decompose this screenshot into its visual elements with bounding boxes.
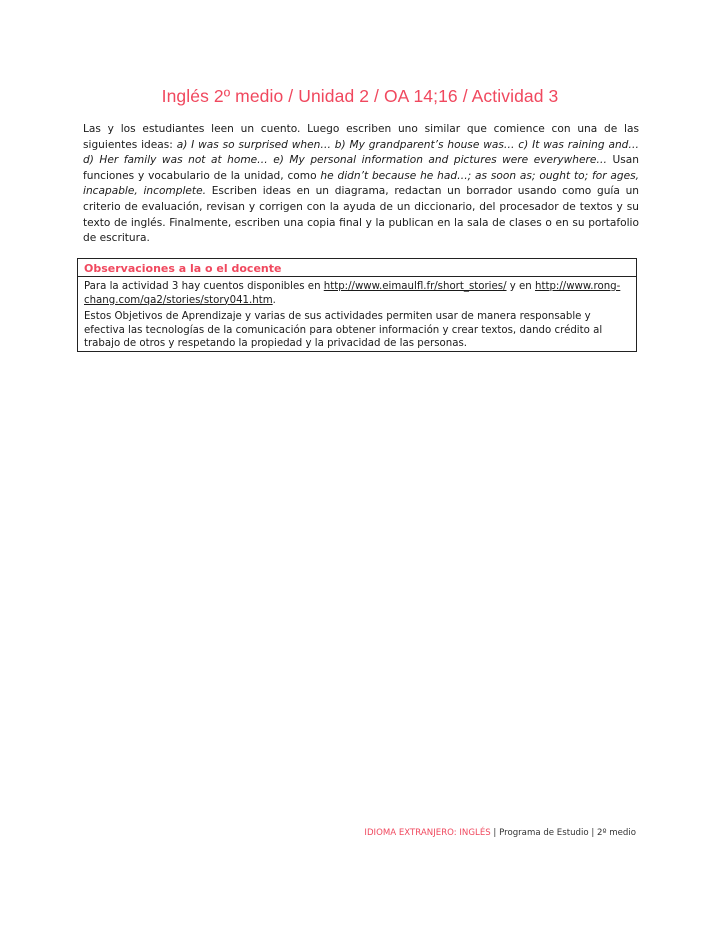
intro-text-1: Las y los estudiantes leen un cuento. Luego escriben uno similar que comience con una de las siguientes ideas: <box>83 123 639 151</box>
observations-text-1: Para la actividad 3 hay cuentos disponibles en <box>84 281 324 292</box>
intro-text-3: Escriben ideas en un diagrama, redactan un borrador usando como guía un criterio de evaluación, revisan y corrigen con la ayuda de un diccionario, del procesador de textos y su texto de inglés. Finalmente, escriben una copia final y la publican en la sala de clases o en su portafolio de escritura. <box>83 185 640 245</box>
page-footer <box>364 828 636 838</box>
footer-subject: IDIOMA EXTRANJERO: INGLÉS <box>364 828 491 838</box>
intro-vocabulary: he didn’t because he had…; as soon as; ought to; for ages, incapable, incomplete. <box>83 169 639 198</box>
observations-title: Observaciones a la o el docente <box>84 262 282 275</box>
footer-program: Programa de Estudio <box>499 828 589 838</box>
observations-paragraph-1 <box>84 280 629 307</box>
observations-text-3: . <box>272 294 276 306</box>
stories-link-2[interactable]: http://www.rong-chang.com/qa2/stories/story041.htm <box>84 281 621 306</box>
observations-paragraph-2: Estos Objetivos de Aprendizaje y varias de sus actividades permiten usar de manera responsable y efectiva las tecnologías de la comunicación para obtener información y crear textos, dando crédito al trabajo de otros y respetando la propiedad y la privacidad de las personas. <box>84 311 603 349</box>
footer-separator-1: | <box>490 828 500 838</box>
footer-separator-2: | <box>588 828 597 838</box>
observations-divider <box>78 276 636 277</box>
activity-description <box>83 122 639 247</box>
footer-level: 2º medio <box>596 828 636 838</box>
teacher-observations-box <box>77 258 637 352</box>
intro-text-2: Usan funciones y vocabulario de la unidad, como <box>83 154 639 182</box>
page-title: Inglés 2º medio / Unidad 2 / OA 14;16 / Actividad 3 <box>161 86 559 106</box>
intro-ideas: a) I was so surprised when… b) My grandparent’s house was… c) It was raining and… d) Her family was not at home… e) My personal information and pictures were everywhere… <box>83 138 639 167</box>
observations-text-2: y en <box>506 281 535 292</box>
stories-link-1[interactable]: http://www.eimaulfl.fr/short_stories/ <box>323 281 507 292</box>
